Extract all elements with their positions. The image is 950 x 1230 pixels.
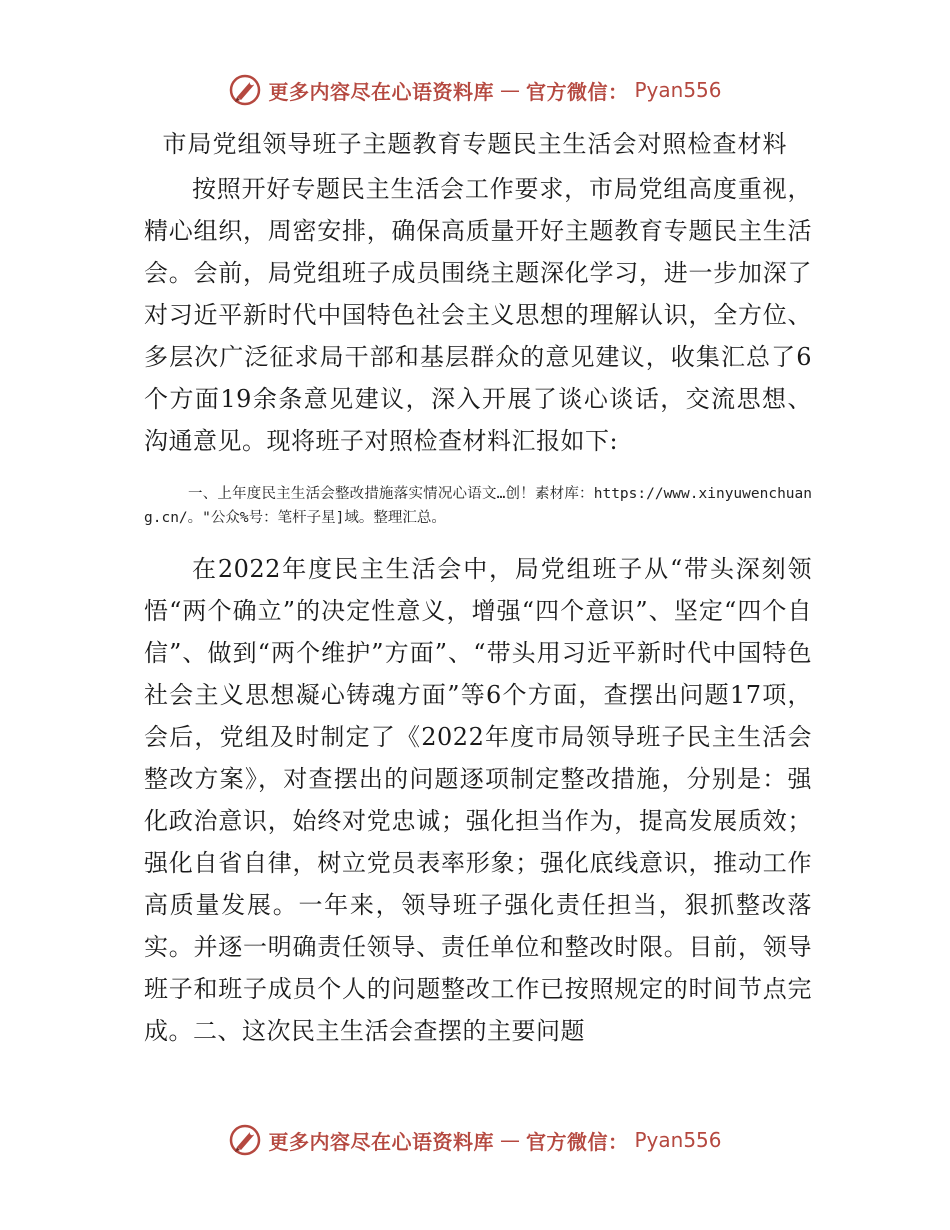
banner-site-text: 更多内容尽在心语资料库: [268, 79, 494, 104]
paragraph-intro: 按照开好专题民主生活会工作要求，市局党组高度重视，精心组织，周密安排，确保高质量开好主题教育专题民主生活会。会前，局党组班子成员围绕主题深化学习，进一步加深了对习近平新时代中国特色社会主义思想的理解认识，全方位、多层次广泛征求局干部和基层群众的意见建议，收集汇总了6个方面19余条意见建议，深入开展了谈心谈话，交流思想、沟通意见。现将班子对照检查材料汇报如下:: [144, 175, 812, 455]
banner-site-text: 更多内容尽在心语资料库: [268, 1129, 494, 1154]
banner-contact-text: 官方微信：: [525, 1129, 629, 1154]
banner-handle: Pyan556: [634, 78, 722, 102]
banner-separator: —: [499, 78, 520, 102]
header-watermark-banner: [0, 70, 950, 110]
banner-handle: Pyan556: [634, 1128, 722, 1152]
section-note: 一、上年度民主生活会整改措施落实情况心语文…创！素材库：https://www.xinyuwenchuang.cn/。"公众%号：笔杆子星]域。整理汇总。: [144, 486, 812, 526]
paragraph-review: 在2022年度民主生活会中，局党组班子从“带头深刻领悟“两个确立”的决定性意义，增强“四个意识”、坚定“四个自信”、做到“两个维护”方面”、“带头用习近平新时代中国特色社会主义思想凝心铸魂方面”等6个方面，查摆出问题17项，会后，党组及时制定了《2022年度市局领导班子民主生活会整改方案》，对查摆出的问题逐项制定整改措施，分别是：强化政治意识，始终对党忠诚；强化担当作为，提高发展质效；强化自省自律，树立党员表率形象；强化底线意识，推动工作高质量发展。一年来，领导班子强化责任担当，狠抓整改落实。并逐一明确责任领导、责任单位和整改时限。目前，领导班子和班子成员个人的问题整改工作已按照规定的时间节点完成。二、这次民主生活会查摆的主要问题: [144, 555, 812, 1045]
document-title: 市局党组领导班子主题教育专题民主生活会对照检查材料: [162, 130, 788, 158]
footer-watermark-banner: [0, 1120, 950, 1160]
banner-contact-text: 官方微信：: [525, 79, 629, 104]
hand-pen-logo-icon: [228, 1123, 262, 1157]
banner-separator: —: [499, 1128, 520, 1152]
hand-pen-logo-icon: [228, 73, 262, 107]
